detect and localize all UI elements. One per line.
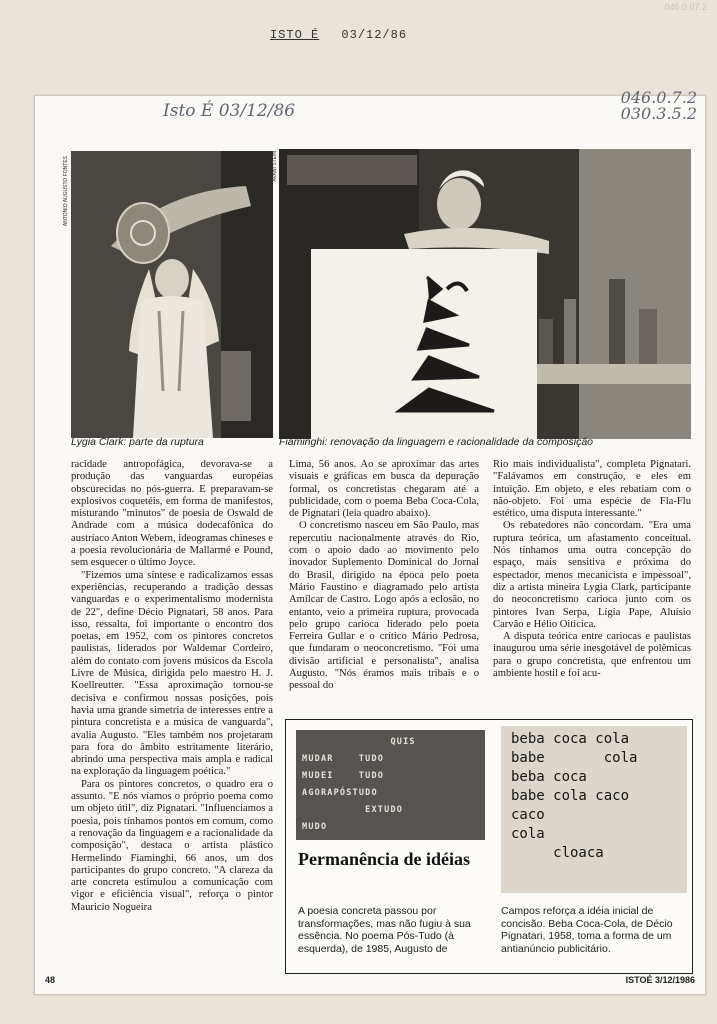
article-column-3 bbox=[493, 459, 691, 680]
paragraph: Rio mais individualista", completa Pignatari. "Falávamos em construção, e eles em intuição. Em objeto, e eles rebatiam com o não-objeto. Foi uma espécie de Fla-Flu estético, uma disputa interessante." bbox=[493, 459, 691, 520]
poem-line: MUDO bbox=[302, 822, 328, 832]
paragraph: Os rebatedores não concordam. "Era uma ruptura teórica, um afastamento conceitual. Nós tínhamos uma outra concepção do espaço, mais sensitiva e próxima do espectador, menos mecanicista e impessoal", diz a artista mineira Lygia Clark, participante do neoconcretismo carioca junto com os pintores Ivan Serpa, Lígia Pape, Aluísio Carvão e Hélio Oiticica. bbox=[493, 520, 691, 630]
handwritten-code-1: 046.0.7.2 bbox=[620, 88, 697, 107]
photo-credit-left: ANTONIO AUGUSTO FONTES bbox=[63, 156, 69, 227]
ghost-code: 046.0.07.2 bbox=[664, 2, 707, 12]
photo-fiaminghi-illustration bbox=[279, 149, 691, 439]
paragraph: Para os pintores concretos, o quadro era o assunto. "E nós víamos o próprio poema como um objeto útil", diz Pignatari. "Influenciamos a poesia, pois tínhamos pontos em comum, como a renovação da linguagem e a racionalidade da composição", destaca o artista plástico Hermelindo Fiaminghi, 66 anos, um dos participantes do grupo concreto. "A clareza da arte concreta estimulou a comunicação com vigor e eficiência visual", reforça o pintor Mauricio Nogueira bbox=[71, 778, 273, 913]
poem-line: cloaca bbox=[511, 845, 604, 861]
handwritten-code-2: 030.3.5.2 bbox=[620, 104, 697, 123]
paragraph: "Fizemos uma síntese e radicalizamos essas experiências, recuperando a tradição dessas vanguardas e o experimentalismo modernista de 22", define Décio Pignatari, 58 anos. Para isso, ressalta, foi importante o encontro dos poetas, em 1952, com os pintores concretos paulistas, liderados por Waldemar Cordeiro, além do contato com jovens músicos da Escola Livre de Música, dirigida pelo maestro H. J. Koellreutter. "Essa aproximação tornou-se decisiva e confirmou nossas posições, pois havia uma grande simetria de interesses entre a pintura concretista e a música de vanguarda", avalia Augusto. "Eles também nos projetaram para fora do âmbito estritamente literário, abrindo uma perspectiva mais ampla e radical na exploração da linguagem poética." bbox=[71, 569, 273, 778]
poem-line: babe cola bbox=[511, 750, 638, 766]
sidebar-box-text-left: A poesia concreta passou por transformações, mas não fugiu à sua essência. No poema Pós-Tudo (à esquerda), de 1985, Augusto de bbox=[298, 905, 471, 955]
poem-line: MUDEI TUDO bbox=[302, 771, 385, 781]
article-column-1 bbox=[71, 459, 273, 914]
photo-fiaminghi bbox=[279, 149, 691, 439]
photo-caption-left: Lygia Clark: parte da ruptura bbox=[71, 436, 204, 448]
handwritten-date: Isto É 03/12/86 bbox=[163, 101, 296, 121]
clipping-publication: ISTO É bbox=[270, 28, 320, 42]
poem-line: QUIS bbox=[302, 737, 416, 747]
poem-line: caco bbox=[511, 807, 545, 823]
poem-line: beba coca bbox=[511, 769, 587, 785]
handwritten-codes bbox=[621, 90, 697, 122]
paragraph: A disputa teórica entre cariocas e paulistas inaugurou uma série inesgotável de polêmicas para o grupo concretista, que enfrentou um ambiente hostil e foi acu- bbox=[493, 631, 691, 680]
poem-line: MUDAR TUDO bbox=[302, 754, 385, 764]
sidebar-box-text-right: Campos reforça a idéia inicial de concisão. Beba Coca-Cola, de Décio Pignatari, 1958, toma a forma de um antianúncio publicitário. bbox=[501, 905, 673, 955]
poem-line: beba coca cola bbox=[511, 731, 630, 747]
clipping-header bbox=[270, 28, 407, 42]
photo-credit-right: AVANI STEIN bbox=[272, 151, 278, 182]
clipping-date: 03/12/86 bbox=[341, 28, 408, 42]
poem-beba-coca-cola bbox=[501, 726, 687, 893]
photo-lygia-clark bbox=[71, 151, 273, 438]
paragraph: O concretismo nasceu em São Paulo, mas repercutiu nacionalmente através do Rio, com o apoio dado ao movimento pelo inovador Suplemento Dominical do Jornal do Brasil, dirigido na época pelo poeta Mário Faustino e diagramado pelo artista Amílcar de Castro. Logo após a eclosão, no entanto, veio a primeira ruptura, provocada pelo grupo carioca liderado pelo poeta Ferreira Gullar e o crítico Mário Pedrosa, que fundaram o neoconcretismo. "Foi uma divisão artificial e personalista", analisa Augusto. "Nós éramos mais tribais e o pessoal do bbox=[289, 520, 479, 692]
poem-pos-tudo bbox=[296, 730, 485, 840]
magazine-page bbox=[34, 88, 706, 995]
page-number: 48 bbox=[45, 975, 56, 985]
sidebar-box bbox=[285, 719, 693, 974]
poem-line: babe cola caco bbox=[511, 788, 630, 804]
photo-lygia-clark-illustration bbox=[71, 151, 273, 438]
poem-line: AGORAPÓSTUDO bbox=[302, 788, 378, 798]
article-column-2 bbox=[289, 459, 479, 693]
sidebar-box-title: Permanência de idéias bbox=[298, 849, 470, 869]
paragraph: racidade antropofágica, devorava-se a produção das vanguardas européias obscurecidas no pós-guerra. E preparavam-se explosivos coquetéis, em forma de manifestos, misturando "minutos" de poesia de Oswald de Andrade com a música dodecafônica do austríaco Anton Webern, ideogramas chineses e a poesia revolucionária de Mallarmé e Pound, sem esquecer o último Joyce. bbox=[71, 459, 273, 569]
poem-line: EXTUDO bbox=[302, 805, 404, 815]
photo-caption-right: Fiaminghi: renovação da linguagem e racionalidade da composição bbox=[279, 436, 594, 448]
footer-issue: ISTOÉ 3/12/1986 bbox=[625, 975, 695, 985]
poem-line: cola bbox=[511, 826, 545, 842]
paragraph: Lima, 56 anos. Ao se aproximar das artes visuais e gráficas em busca da depuração formal, os concretistas chegaram até a publicidade, com o poema Beba Coca-Cola, de Pignatari (leia quadro abaixo). bbox=[289, 459, 479, 520]
